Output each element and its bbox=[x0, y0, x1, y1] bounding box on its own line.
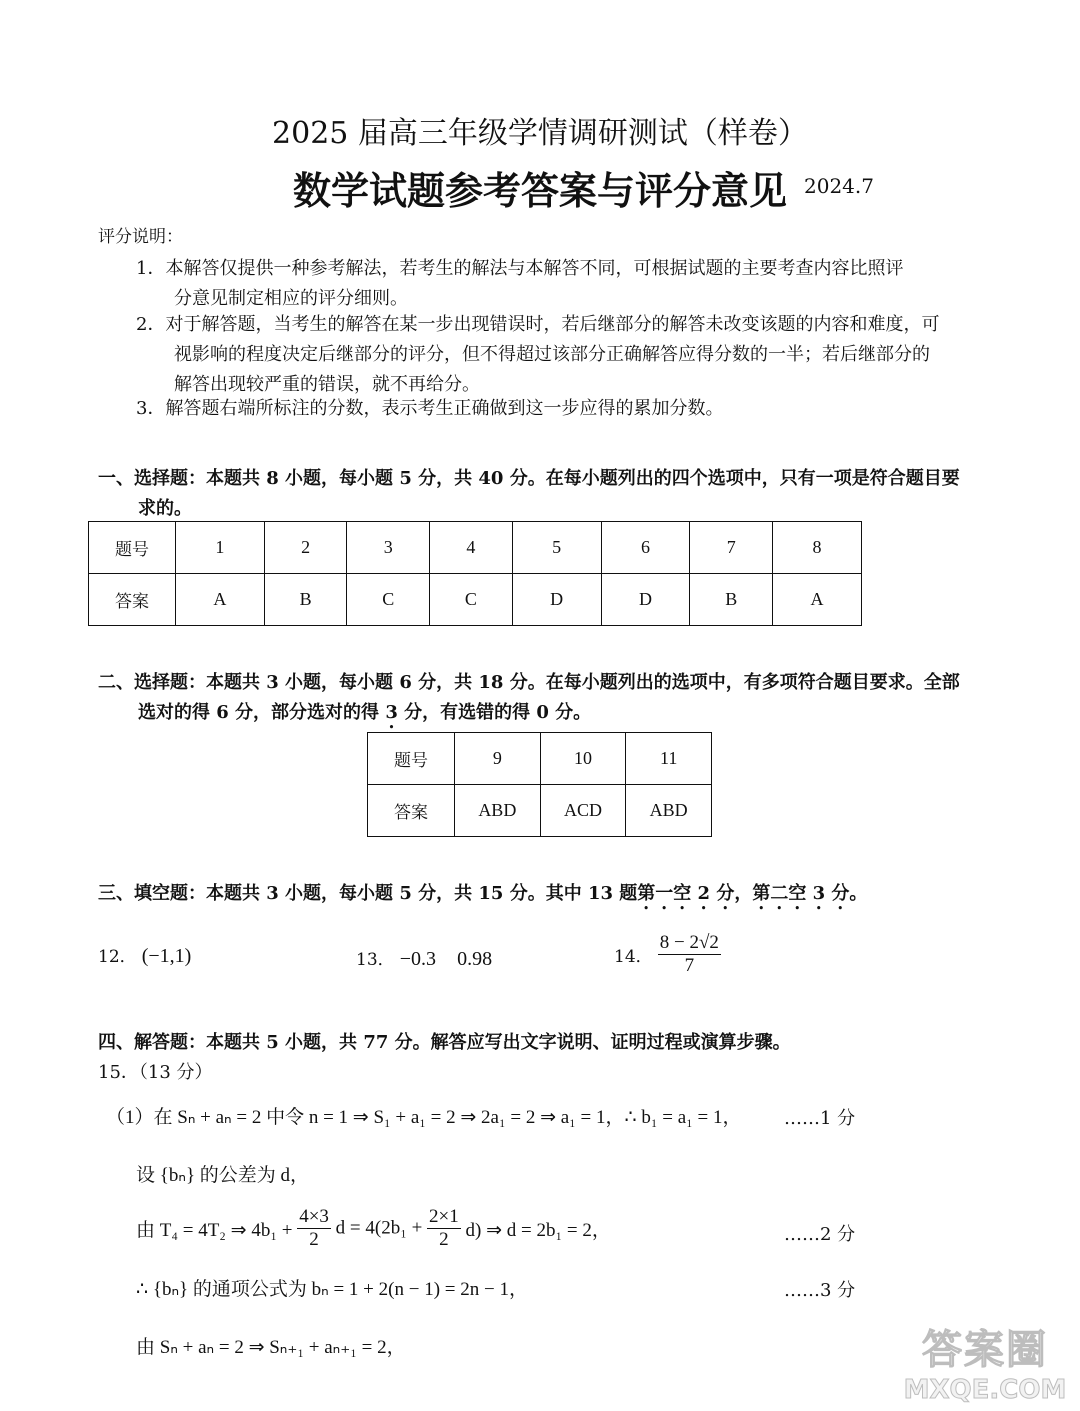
note-number: 3． bbox=[136, 398, 166, 419]
question-cell: 5 bbox=[512, 522, 601, 574]
fraction-denominator: 2 bbox=[439, 1229, 449, 1250]
fraction bbox=[427, 1206, 461, 1251]
section-2-line2 bbox=[98, 698, 998, 733]
question-cell: 8 bbox=[773, 522, 862, 574]
question-cell: 3 bbox=[347, 522, 430, 574]
question-15-header: 15．（13 分） bbox=[98, 1062, 213, 1083]
note-text: 视影响的程度决定后继部分的评分，但不得超过该部分正确解答应得分数的一半；若后继部分的 bbox=[174, 344, 930, 365]
solution-step-3 bbox=[136, 1206, 611, 1251]
row-label: 题号 bbox=[368, 733, 455, 785]
table-row-answers bbox=[368, 785, 712, 837]
question-cell: 9 bbox=[455, 733, 541, 785]
question-number: 12． bbox=[98, 947, 137, 967]
note-number: 2． bbox=[136, 314, 166, 335]
note-text: 对于解答题，当考生的解答在某一步出现错误时，若后继部分的解答未改变该题的内容和难度，可 bbox=[165, 314, 940, 335]
text-span: 选对的得 6 分，部分选对的得 bbox=[138, 702, 386, 723]
table-row-questions bbox=[368, 733, 712, 785]
question-cell: 7 bbox=[690, 522, 773, 574]
row-label: 答案 bbox=[368, 785, 455, 837]
answer-12 bbox=[98, 942, 191, 968]
note-text: 解答题右端所标注的分数，表示考生正确做到这一步应得的累加分数。 bbox=[165, 398, 724, 419]
solution-step-5: 由 Sₙ + aₙ = 2 ⇒ Sₙ₊₁ + aₙ₊₁ = 2， bbox=[136, 1337, 406, 1358]
row-label: 答案 bbox=[89, 574, 176, 626]
page-subtitle: 数学试题参考答案与评分意见 bbox=[292, 168, 787, 213]
text-span: 由 T₄ = 4T₂ ⇒ 4b₁ + bbox=[136, 1220, 298, 1241]
fraction-denominator: 7 bbox=[684, 955, 695, 976]
question-cell: 11 bbox=[626, 733, 712, 785]
answer-13 bbox=[356, 945, 492, 971]
watermark-text: 答案圈 bbox=[922, 1327, 1048, 1373]
answer-cell: ABD bbox=[455, 785, 541, 837]
fraction bbox=[658, 932, 721, 977]
score-marker: ……1 分 bbox=[784, 1108, 856, 1129]
answer-cell: D bbox=[512, 574, 601, 626]
fraction-numerator: 8 − 2√2 bbox=[659, 932, 719, 953]
grading-notes-label: 评分说明： bbox=[98, 227, 183, 247]
table-row-answers bbox=[89, 574, 862, 626]
text-span: d = 4(2b₁ + bbox=[330, 1217, 428, 1239]
section-1-line2: 求的。 bbox=[138, 498, 192, 519]
section-2-line1: 二、选择题：本题共 3 小题，每小题 6 分，共 18 分。在每小题列出的选项中，有多项符合题目要求。全部 bbox=[98, 672, 960, 693]
question-cell: 10 bbox=[540, 733, 626, 785]
emphasis-text: 第一空 2 分 bbox=[637, 883, 735, 904]
section-3-heading bbox=[98, 879, 998, 914]
text-span: ， bbox=[734, 883, 753, 904]
text-span: d) ⇒ d = 2b₁ = 2， bbox=[460, 1220, 611, 1241]
answer-cell: ACD bbox=[540, 785, 626, 837]
answer-14 bbox=[614, 932, 721, 977]
answer-value: −0.3 bbox=[399, 948, 437, 970]
fraction-denominator: 2 bbox=[309, 1229, 319, 1250]
answer-cell: D bbox=[601, 574, 690, 626]
note-text: 解答出现较严重的错误，就不再给分。 bbox=[174, 374, 480, 395]
note-text: 本解答仅提供一种参考解法，若考生的解法与本解答不同，可根据试题的主要考查内容比照评 bbox=[165, 258, 904, 279]
question-number: 13． bbox=[356, 950, 395, 970]
answer-table-1 bbox=[88, 521, 862, 626]
section-1-line1: 一、选择题：本题共 8 小题，每小题 5 分，共 40 分。在每小题列出的四个选项中，只有一项是符合题目要 bbox=[98, 468, 960, 489]
answer-table-2 bbox=[367, 732, 712, 837]
note-text: 分意见制定相应的评分细则。 bbox=[174, 288, 408, 309]
question-cell: 2 bbox=[264, 522, 347, 574]
score-marker: ……3 分 bbox=[784, 1280, 856, 1301]
question-number: 14． bbox=[614, 947, 653, 967]
fraction-numerator: 4×3 bbox=[299, 1206, 329, 1227]
answer-cell: B bbox=[690, 574, 773, 626]
section-2-heading bbox=[98, 668, 998, 733]
solution-step-2: 设 {bₙ} 的公差为 d， bbox=[136, 1165, 310, 1186]
solution-step-4: ∴ {bₙ} 的通项公式为 bₙ = 1 + 2(n − 1) = 2n − 1， bbox=[136, 1279, 528, 1300]
text-span: 三、填空题：本题共 3 小题，每小题 5 分，共 15 分。其中 13 题 bbox=[98, 883, 638, 904]
fraction-numerator: 2×1 bbox=[429, 1206, 459, 1227]
score-marker: ……2 分 bbox=[784, 1224, 856, 1245]
fraction bbox=[297, 1206, 331, 1251]
row-label: 题号 bbox=[89, 522, 176, 574]
answer-cell: A bbox=[176, 574, 265, 626]
answer-cell: A bbox=[773, 574, 862, 626]
solution-step-1: （1）在 Sₙ + aₙ = 2 中令 n = 1 ⇒ S₁ + a₁ = 2 ⇒ 2a₁ = 2 ⇒ a₁ = 1，∴ b₁ = a₁ = 1， bbox=[106, 1107, 742, 1128]
document-date: 2024.7 bbox=[804, 174, 874, 198]
answer-cell: C bbox=[347, 574, 430, 626]
text-span: 。 bbox=[849, 883, 868, 904]
grading-note-2 bbox=[136, 310, 996, 400]
section-1-heading bbox=[98, 464, 998, 524]
grading-note-3 bbox=[136, 394, 996, 424]
section-4-heading: 四、解答题：本题共 5 小题，共 77 分。解答应写出文字说明、证明过程或演算步骤。 bbox=[98, 1032, 791, 1053]
question-cell: 6 bbox=[601, 522, 690, 574]
question-cell: 1 bbox=[176, 522, 265, 574]
watermark-text: MXQE.COM bbox=[903, 1375, 1067, 1405]
emphasis-text: 第二空 3 分 bbox=[752, 883, 850, 904]
watermark-logo bbox=[900, 1318, 1070, 1408]
grading-note-1 bbox=[136, 254, 996, 314]
page-title: 2025 届高三年级学情调研测试（样卷） bbox=[272, 116, 808, 151]
emphasis-text: 3 bbox=[385, 702, 398, 723]
question-cell: 4 bbox=[430, 522, 513, 574]
text-span: 分，有选错的得 0 分。 bbox=[397, 702, 592, 723]
answer-value: 0.98 bbox=[457, 948, 493, 970]
answer-cell: B bbox=[264, 574, 347, 626]
table-row-questions bbox=[89, 522, 862, 574]
answer-cell: C bbox=[430, 574, 513, 626]
note-number: 1． bbox=[136, 258, 166, 279]
answer-cell: ABD bbox=[626, 785, 712, 837]
answer-value: (−1,1) bbox=[141, 945, 192, 967]
